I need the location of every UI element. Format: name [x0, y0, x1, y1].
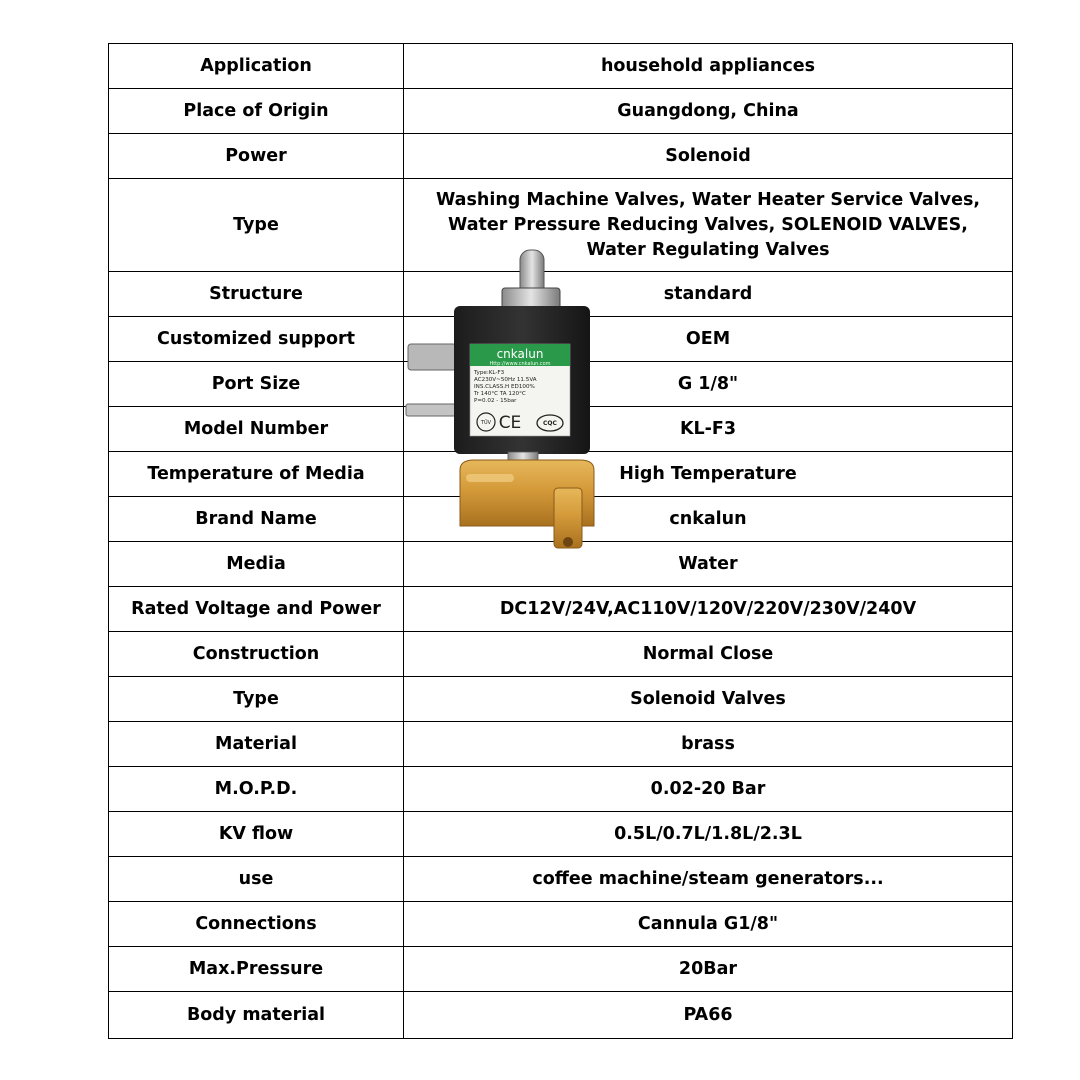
spec-row — [109, 134, 1013, 179]
spec-value: cnkalun — [404, 497, 1013, 542]
spec-label: Model Number — [109, 407, 404, 452]
spec-value: Normal Close — [404, 632, 1013, 677]
spec-label: Connections — [109, 902, 404, 947]
label-spec-line: INS.CLASS.H ED100% — [474, 384, 535, 390]
tuv-mark-text: TÜV — [480, 420, 492, 426]
spec-label: Customized support — [109, 317, 404, 362]
label-spec-line: AC230V~50Hz 11.5VA — [474, 377, 537, 383]
spec-value: Water — [404, 542, 1013, 587]
spec-value: Solenoid Valves — [404, 677, 1013, 722]
spec-row — [109, 632, 1013, 677]
spec-label: Media — [109, 542, 404, 587]
ce-mark-icon: CE — [498, 413, 522, 433]
spec-value: coffee machine/steam generators... — [404, 857, 1013, 902]
spec-label: Body material — [109, 992, 404, 1039]
spec-row — [109, 677, 1013, 722]
spec-value: DC12V/24V,AC110V/120V/220V/230V/240V — [404, 587, 1013, 632]
spec-row — [109, 767, 1013, 812]
spec-label: Port Size — [109, 362, 404, 407]
spec-value: 0.5L/0.7L/1.8L/2.3L — [404, 812, 1013, 857]
spec-value: G 1/8" — [404, 362, 1013, 407]
spec-label: Power — [109, 134, 404, 179]
spec-value: household appliances — [404, 44, 1013, 89]
spec-label: Application — [109, 44, 404, 89]
spec-label: Structure — [109, 272, 404, 317]
spec-value: Solenoid — [404, 134, 1013, 179]
spec-label: Max.Pressure — [109, 947, 404, 992]
cqc-mark-text: CQC — [543, 420, 557, 427]
spec-row — [109, 812, 1013, 857]
spec-value: standard — [404, 272, 1013, 317]
spec-value: High Temperature — [404, 452, 1013, 497]
spec-label: Rated Voltage and Power — [109, 587, 404, 632]
spec-label: Type — [109, 179, 404, 272]
spec-value: Washing Machine Valves, Water Heater Service Valves, Water Pressure Reducing Valves, SOLENOID VALVES, Water Regulating Valves — [404, 179, 1013, 272]
spec-value: Guangdong, China — [404, 89, 1013, 134]
spec-label: Material — [109, 722, 404, 767]
spec-label: Place of Origin — [109, 89, 404, 134]
spec-row — [109, 722, 1013, 767]
spec-value: Cannula G1/8" — [404, 902, 1013, 947]
label-spec-line: Tr 140°C TA 120°C — [474, 391, 526, 397]
spec-label: Temperature of Media — [109, 452, 404, 497]
spec-label: Construction — [109, 632, 404, 677]
spec-value: KL-F3 — [404, 407, 1013, 452]
label-spec-line: P=0.02 - 15bar — [474, 398, 517, 404]
spec-row — [109, 947, 1013, 992]
spec-label: use — [109, 857, 404, 902]
spec-label: Brand Name — [109, 497, 404, 542]
spec-value: 0.02-20 Bar — [404, 767, 1013, 812]
spec-value: PA66 — [404, 992, 1013, 1039]
spec-label: M.O.P.D. — [109, 767, 404, 812]
spec-value: OEM — [404, 317, 1013, 362]
label-spec-line: Type:KL-F3 — [474, 370, 505, 376]
spec-row — [109, 587, 1013, 632]
solenoid-valve-image — [404, 248, 602, 550]
label-brand-text: cnkalun — [496, 347, 544, 361]
spec-row — [109, 857, 1013, 902]
label-url-text: Http://www.cnkalun.com — [489, 361, 551, 367]
product-photo — [404, 248, 602, 550]
spec-value: 20Bar — [404, 947, 1013, 992]
spec-row — [109, 89, 1013, 134]
spec-row — [109, 902, 1013, 947]
spec-label: KV flow — [109, 812, 404, 857]
spec-label: Type — [109, 677, 404, 722]
spec-value: brass — [404, 722, 1013, 767]
spec-row — [109, 992, 1013, 1039]
spec-row — [109, 44, 1013, 89]
